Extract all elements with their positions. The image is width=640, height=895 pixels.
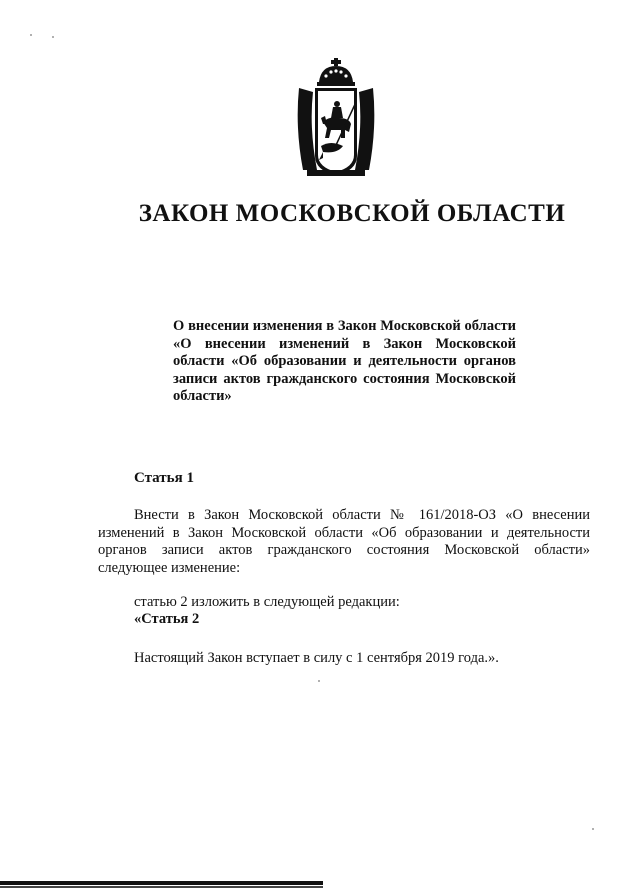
quoted-article-text: Настоящий Закон вступает в силу с 1 сентября 2019 года.». — [134, 650, 499, 666]
scan-speck — [30, 34, 32, 36]
law-subject: О внесении изменения в Закон Московской области «О внесении изменений в Закон Московской области «Об образовании и деятельности органов записи актов гражданского состояния Московской области» — [173, 318, 516, 405]
scan-speck — [318, 680, 320, 682]
document-title: ЗАКОН МОСКОВСКОЙ ОБЛАСТИ — [138, 200, 566, 227]
coat-of-arms-icon — [293, 58, 379, 182]
article-body: Внести в Закон Московской области № 161/2018-ОЗ «О внесении изменений в Закон Московской области «Об образовании и деятельности органов записи актов гражданского состояния Московской области» следующее изменение: — [98, 507, 590, 576]
scan-speck — [52, 36, 54, 38]
article-heading: Статья 1 — [134, 470, 194, 486]
quoted-article-heading: «Статья 2 — [134, 611, 200, 627]
amendment-intro: статью 2 изложить в следующей редакции: — [134, 594, 400, 610]
scan-edge-line — [0, 886, 323, 888]
scan-speck — [592, 828, 594, 830]
scan-edge-line — [0, 881, 323, 885]
